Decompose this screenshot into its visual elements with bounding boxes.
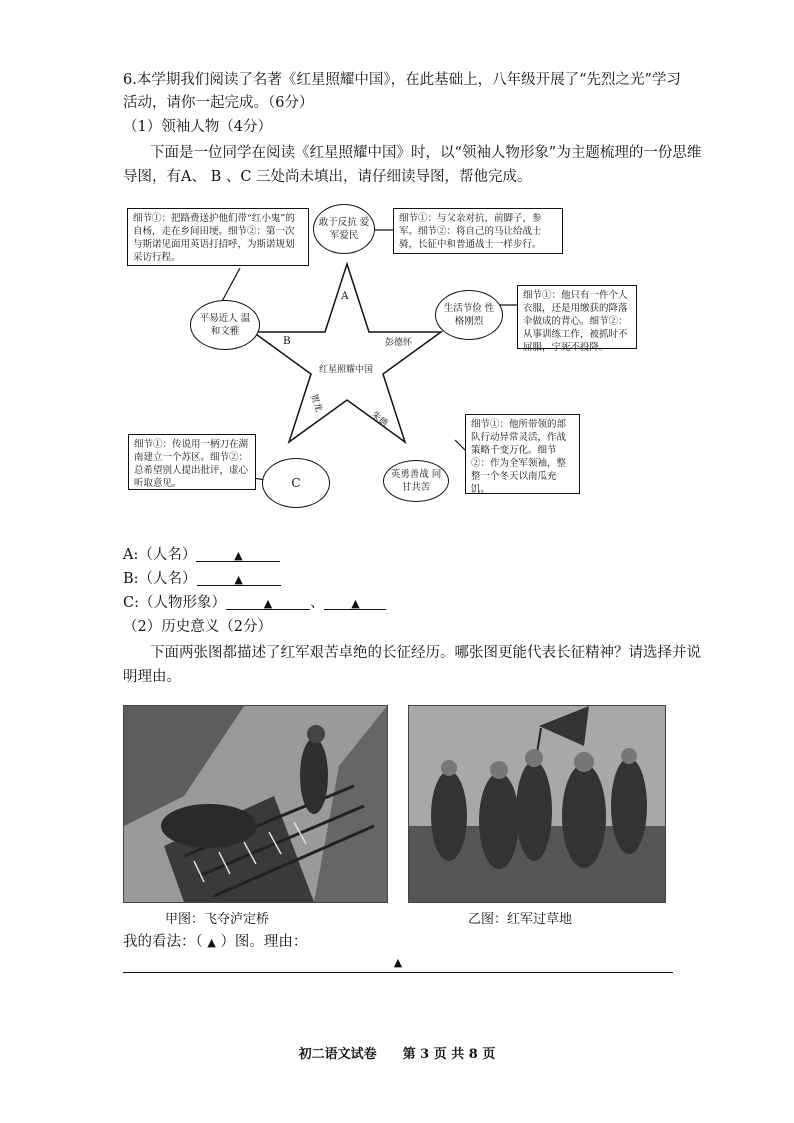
star-label-zhu: 朱德 xyxy=(368,410,390,430)
answer-a-row xyxy=(123,545,280,565)
star-label-peng: 彭德怀 xyxy=(385,338,413,348)
question-intro-line1: 6.本学期我们阅读了名著《红星照耀中国》，在此基础上，八年级开展了“先烈之光”学习 xyxy=(123,72,681,88)
opinion-prefix: 我的看法：（ xyxy=(123,934,203,950)
opinion-row xyxy=(123,932,307,953)
trait-oval-top-left: 平易近人 温和文雅 xyxy=(190,300,260,350)
detail-box-top-left: 细节①：把路费送护他们带“红小鬼”的自杨，走在乡间田埂。细节②：第一次与斯诺见面用英语打招呼，为斯诺规划采访行程。 xyxy=(127,208,309,266)
detail-box-right: 细节①：他只有一件个人衣服，还是用缴获的降落伞做成的背心。细节②：从事训练工作，被抓时不屈服，宁死不投降。 xyxy=(517,285,637,349)
answer-b-row xyxy=(123,569,281,589)
star-center-label: 红星照耀中国 xyxy=(319,365,374,375)
answer-c-blank-2[interactable]: ▲ xyxy=(324,593,386,610)
photo-luding-bridge xyxy=(123,705,388,903)
answer-oval-c: C xyxy=(262,458,330,508)
star-label-a: A xyxy=(341,290,349,302)
answer-b-label: B:（人名） xyxy=(123,571,197,587)
detail-box-left: 细节①：传说用一柄刀在湖南建立一个苏区。细节②：总希望别人提出批评，虚心听取意见。 xyxy=(128,434,256,490)
trait-oval-right: 生活节俭 性格刚烈 xyxy=(435,290,503,340)
caption-left-photo: 甲图：飞夺泸定桥 xyxy=(165,912,270,927)
mind-map xyxy=(125,200,670,500)
part2-heading: （2）历史意义（2分） xyxy=(123,619,272,635)
photo-grassland xyxy=(408,705,666,903)
page-footer: 初二语文试卷 第 3 页 共 8 页 xyxy=(298,1047,496,1062)
question-intro-line2: 活动，请你一起完成。（6分） xyxy=(123,95,314,111)
answer-c-row xyxy=(123,593,386,613)
answer-c-blank-1[interactable]: ▲ xyxy=(226,593,310,610)
detail-box-top-right: 细节①：与父亲对抗，前脚子，参军。细节②：将自己的马让给战士骑，长征中和普通战士一样步行。 xyxy=(393,208,563,254)
answer-a-label: A:（人名） xyxy=(123,547,197,563)
part2-instruction-line1: 下面两张图都描述了红军艰苦卓绝的长征经历。哪张图更能代表长征精神？请选择并说 xyxy=(150,645,701,661)
answer-a-blank[interactable]: ▲ xyxy=(196,545,280,562)
answer-c-label: C:（人物形象） xyxy=(123,595,226,611)
answer-c-separator: 、 xyxy=(309,595,325,611)
trait-oval-bottom-right: 英勇善战 同甘共苦 xyxy=(383,460,449,502)
answer-b-blank[interactable]: ▲ xyxy=(197,569,281,586)
part1-instruction-line2: 导图，有A、 B 、C 三处尚未填出，请仔细读导图，帮他完成。 xyxy=(123,169,532,185)
star-label-he: 贺龙 xyxy=(307,392,324,414)
opinion-middle: ）图。理由： xyxy=(220,934,308,950)
detail-box-bottom-right: 细节①：他所带领的部队行动异常灵活，作战策略千变万化。细节②：作为全军领袖，整整一个冬天以南瓜充饥。 xyxy=(465,414,580,494)
star-label-b: B xyxy=(283,335,291,347)
trait-oval-top: 敢于反抗 爱军爱民 xyxy=(313,204,375,254)
part1-heading: （1）领袖人物（4分） xyxy=(123,119,272,135)
part1-instruction-line1: 下面是一位同学在阅读《红星照耀中国》时，以“领袖人物形象”为主题梳理的一份思维 xyxy=(150,145,702,161)
reason-blank-line[interactable]: ▲ xyxy=(123,956,673,973)
opinion-choice-marker[interactable]: ▲ xyxy=(207,936,216,949)
part2-instruction-line2: 明理由。 xyxy=(123,669,181,685)
caption-right-photo: 乙图：红军过草地 xyxy=(468,912,573,927)
